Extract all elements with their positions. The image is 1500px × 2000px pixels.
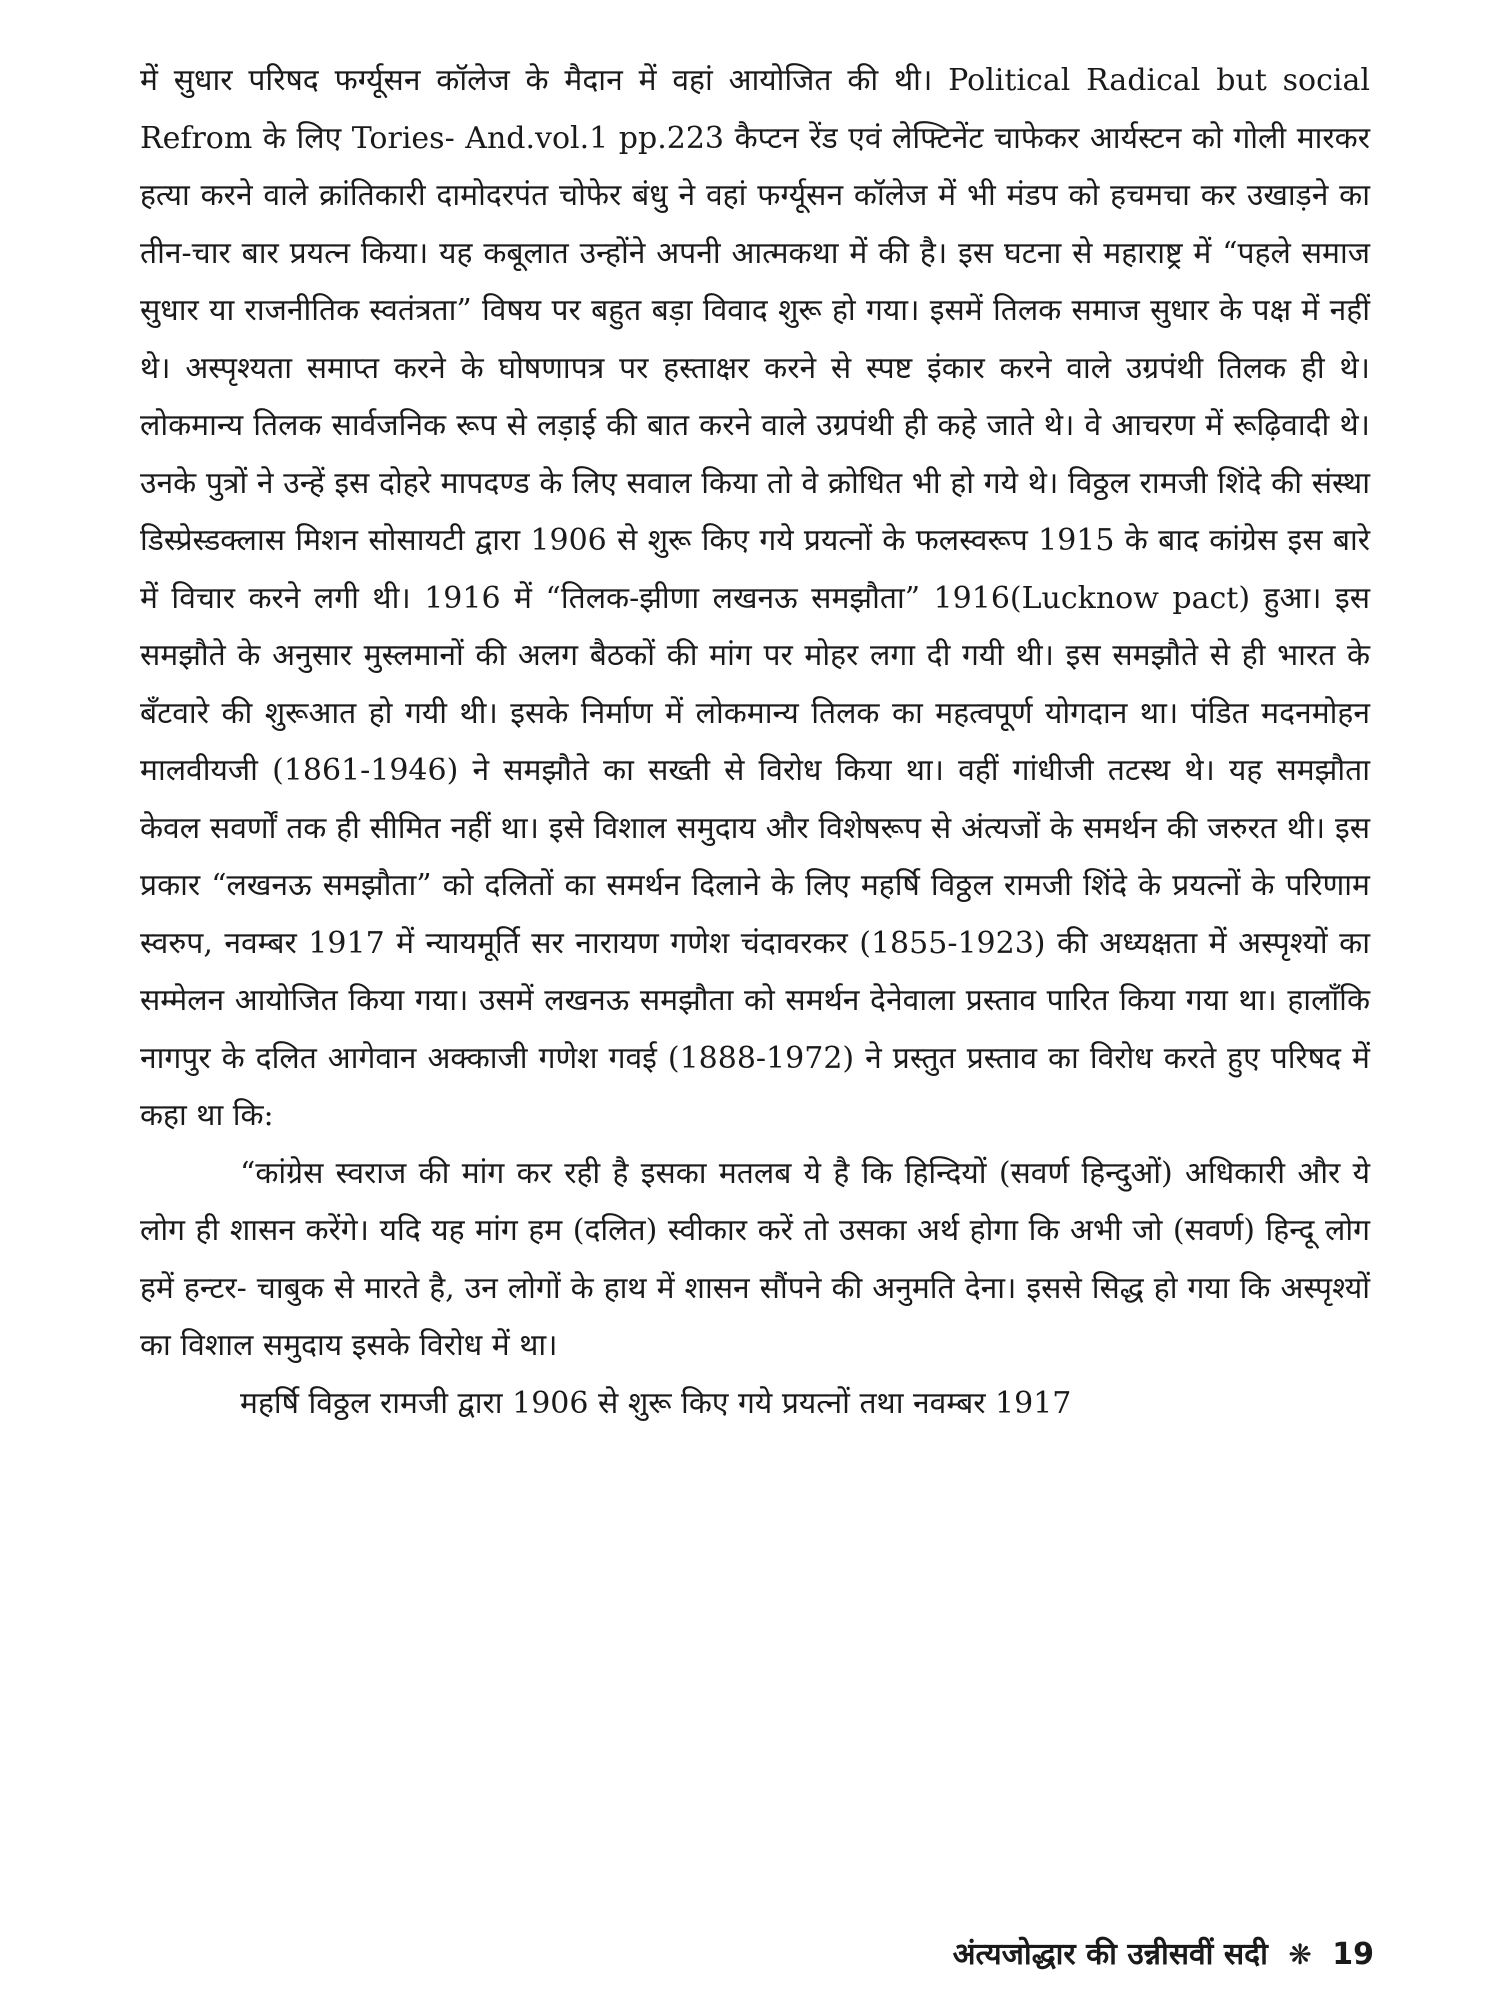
- paragraph-1: में सुधार परिषद फर्ग्यूसन कॉलेज के मैदान में वहां आयोजित की थी। Political Radical but social Refrom के लिए Tories- And.vol.1 pp.223 कैप्टन रेंड एवं लेफ्टिनेंट चाफेकर आर्यस्टन को गोली मारकर हत्या करने वाले क्रांतिकारी दामोदरपंत चोफेर बंधु ने वहां फर्ग्यूसन कॉलेज में भी मंडप को हचमचा कर उखाड़ने का तीन-चार बार प्रयत्न किया। यह कबूलात उन्होंने अपनी आत्मकथा में की है। इस घटना से महाराष्ट्र में “पहले समाज सुधार या राजनीतिक स्वतंत्रता” विषय पर बहुत बड़ा विवाद शुरू हो गया। इसमें तिलक समाज सुधार के पक्ष में नहीं थे। अस्पृश्यता समाप्त करने के घोषणापत्र पर हस्ताक्षर करने से स्पष्ट इंकार करने वाले उग्रपंथी तिलक ही थे। लोकमान्य तिलक सार्वजनिक रूप से लड़ाई की बात करने वाले उग्रपंथी ही कहे जाते थे। वे आचरण में रूढ़िवादी थे। उनके पुत्रों ने उन्हें इस दोहरे मापदण्ड के लिए सवाल किया तो वे क्रोधित भी हो गये थे। विठ्ठल रामजी शिंदे की संस्था डिस्प्रेस्डक्लास मिशन सोसायटी द्वारा 1906 से शुरू किए गये प्रयत्नों के फलस्वरूप 1915 के बाद कांग्रेस इस बारे में विचार करने लगी थी। 1916 में “तिलक-झीणा लखनऊ समझौता” 1916(Lucknow pact) हुआ। इस समझौते के अनुसार मुस्लमानों की अलग बैठकों की मांग पर मोहर लगा दी गयी थी। इस समझौते से ही भारत के बँटवारे की शुरूआत हो गयी थी। इसके निर्माण में लोकमान्य तिलक का महत्वपूर्ण योगदान था। पंडित मदनमोहन मालवीयजी (1861-1946) ने समझौते का सख्ती से विरोध किया था। वहीं गांधीजी तटस्थ थे। यह समझौता केवल सवर्णों तक ही सीमित नहीं था। इसे विशाल समुदाय और विशेषरूप से अंत्यजों के समर्थन की जरुरत थी। इस प्रकार “लखनऊ समझौता” को दलितों का समर्थन दिलाने के लिए महर्षि विठ्ठल रामजी शिंदे के प्रयत्नों के परिणाम स्वरुप, नवम्बर 1917 में न्यायमूर्ति सर नारायण गणेश चंदावरकर (1855-1923) की अध्यक्षता में अस्पृश्यों का सम्मेलन आयोजित किया गया। उसमें लखनऊ समझौता को समर्थन देनेवाला प्रस्ताव पारित किया गया था। हालाँकि नागपुर के दलित आगेवान अक्काजी गणेश गवई (1888-1972) ने प्रस्तुत प्रस्ताव का विरोध करते हुए परिषद में कहा था कि:: [140, 63, 1371, 1133]
- page-footer: [953, 1932, 1374, 1973]
- page-number: 19: [1332, 1937, 1374, 1972]
- running-title: अंत्यजोद्धार की उन्नीसवीं सदी: [952, 1937, 1268, 1972]
- body-text: [140, 52, 1370, 1432]
- paragraph-3: महर्षि विठ्ठल रामजी द्वारा 1906 से शुरू किए गये प्रयत्नों तथा नवम्बर 1917: [240, 1385, 1072, 1421]
- flower-separator-icon: ❋: [1288, 1938, 1312, 1971]
- paragraph-2-quotation: “कांग्रेस स्वराज की मांग कर रही है इसका मतलब ये है कि हिन्दियों (सवर्ण हिन्दुओं) अधिकारी और ये लोग ही शासन करेंगे। यदि यह मांग हम (दलित) स्वीकार करें तो उसका अर्थ होगा कि अभी जो (सवर्ण) हिन्दू लोग हमें हन्टर- चाबुक से मारते है, उन लोगों के हाथ में शासन सौंपने की अनुमति देना। इससे सिद्ध हो गया कि अस्पृश्यों का विशाल समुदाय इसके विरोध में था।: [140, 1155, 1370, 1363]
